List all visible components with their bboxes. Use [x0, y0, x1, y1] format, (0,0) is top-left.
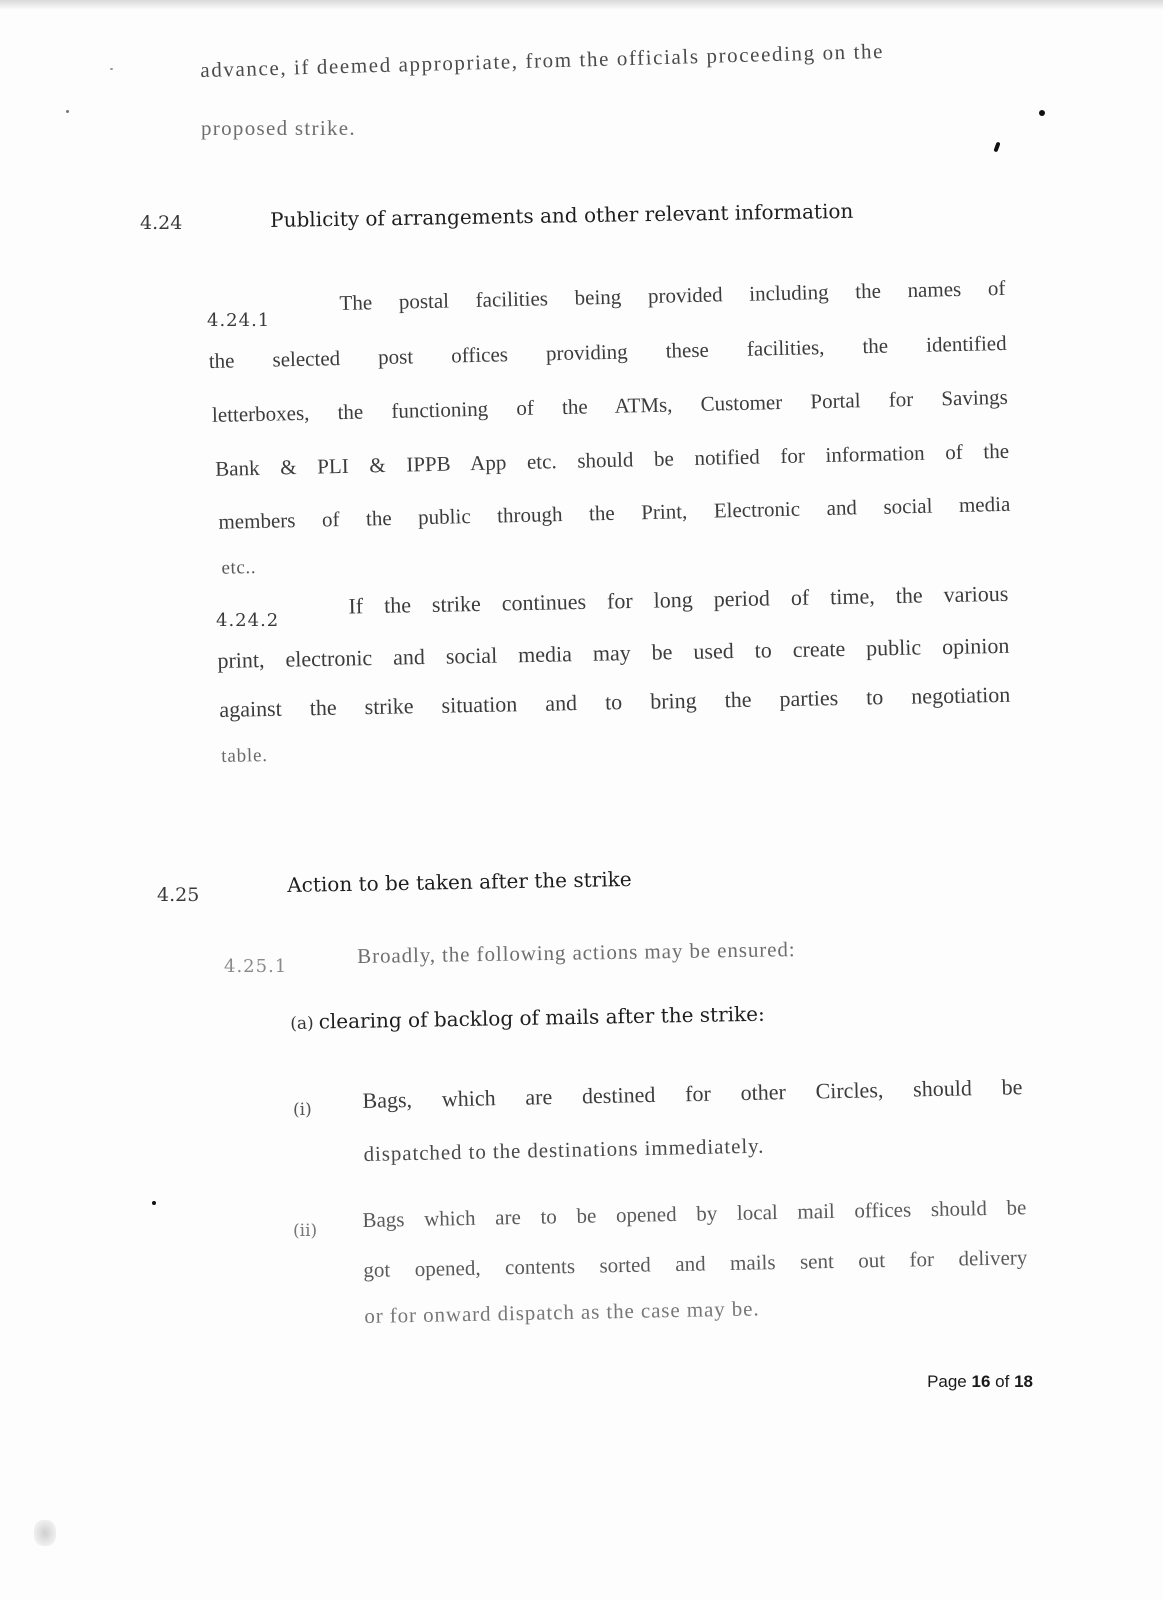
- scan-speck: [66, 110, 69, 113]
- scan-speck: [1039, 110, 1045, 116]
- list-item-label: (i): [293, 1100, 312, 1120]
- scan-smudge: [34, 1520, 56, 1546]
- paragraph-number: 4.24.1: [207, 310, 271, 331]
- section-number: 4.25: [157, 884, 200, 906]
- paragraph-line: If the strike continues for long period of time, the various: [348, 580, 1009, 619]
- paragraph-line: Bank & PLI & IPPB App etc. should be notified for information of the: [214, 438, 1010, 481]
- page-word: Page: [927, 1372, 967, 1391]
- page-total: 18: [1014, 1372, 1033, 1391]
- list-item-line: Bags which are to be opened by local mail offices should be: [362, 1195, 1027, 1232]
- paragraph-line: table.: [221, 745, 268, 767]
- paragraph-line: against the strike situation and to bring the parties to negotiation: [219, 681, 1011, 722]
- subheading-a: [290, 1002, 765, 1034]
- paragraph-line: The postal facilities being provided including the names of: [339, 275, 1006, 315]
- list-item-line: or for onward dispatch as the case may be.: [364, 1296, 760, 1328]
- scan-speck: [152, 1201, 156, 1205]
- scan-speck: [993, 142, 1000, 153]
- page-number: [927, 1372, 1033, 1392]
- subheading-label: (a): [290, 1013, 314, 1034]
- paragraph-4-25-1: Broadly, the following actions may be ensured:: [357, 937, 796, 968]
- scan-top-edge: [0, 0, 1163, 10]
- scan-speck: [110, 68, 113, 70]
- section-number: 4.24: [140, 212, 183, 234]
- list-item-line: got opened, contents sorted and mails sent out for delivery: [363, 1245, 1028, 1282]
- paragraph-number: 4.24.2: [216, 610, 280, 631]
- list-item: [362, 1062, 1023, 1166]
- intro-line-1: advance, if deemed appropriate, from the officials proceeding on the: [200, 38, 885, 82]
- paragraph-number: 4.25.1: [224, 956, 288, 977]
- of-word: of: [995, 1372, 1010, 1391]
- list-item-line: dispatched to the destinations immediately.: [363, 1133, 765, 1166]
- list-item-label: (ii): [293, 1221, 318, 1241]
- paragraph-line: letterboxes, the functioning of the ATMs, Customer Portal for Savings: [211, 384, 1009, 427]
- section-heading: Action to be taken after the strike: [287, 866, 632, 897]
- subheading-text: clearing of backlog of mails after the strike:: [318, 1001, 765, 1034]
- list-item: [362, 1183, 1028, 1328]
- section-heading: Publicity of arrangements and other relevant information: [270, 198, 854, 232]
- paragraph-line: print, electronic and social media may be used to create public opinion: [217, 632, 1010, 673]
- paragraph-line: members of the public through the Print, Electronic and social media: [218, 491, 1011, 534]
- intro-line-2: proposed strike.: [201, 116, 356, 140]
- paragraph-line: the selected post offices providing these facilities, the identified: [208, 330, 1007, 373]
- list-item-line: Bags, which are destined for other Circles, should be: [362, 1074, 1023, 1113]
- page-current: 16: [971, 1372, 991, 1391]
- paragraph-line: etc..: [221, 556, 257, 579]
